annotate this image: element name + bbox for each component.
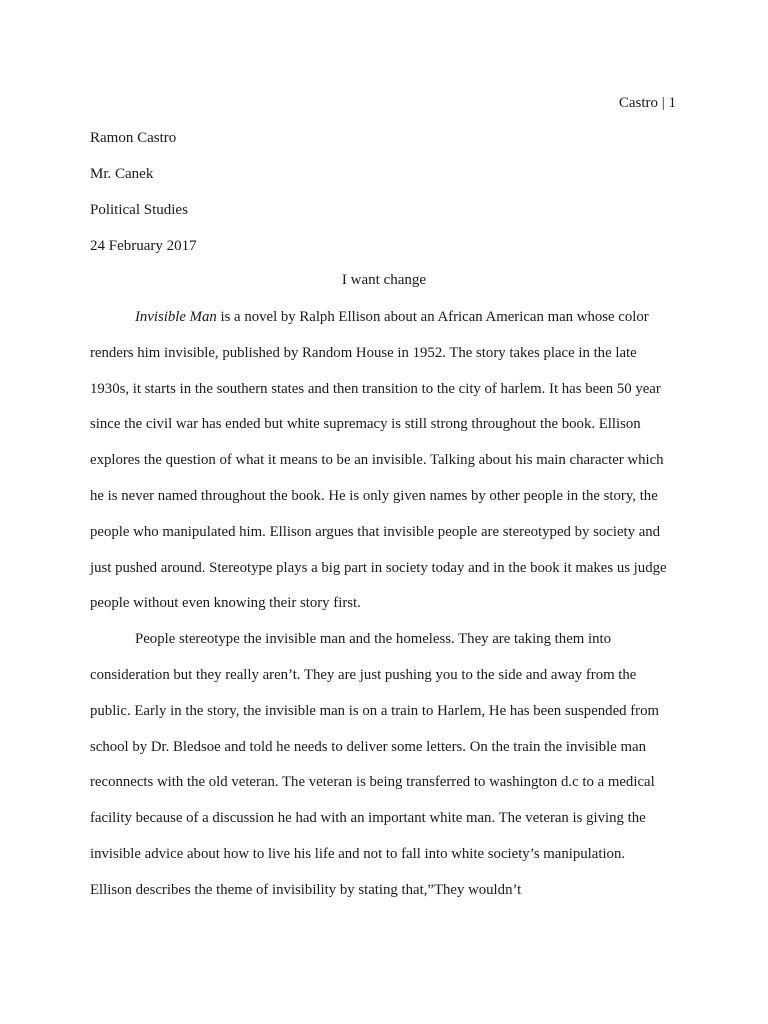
- paragraph-1-line: since the civil war has ended but white supremacy is still strong throughout the book. Ellison: [90, 416, 641, 433]
- paragraph-2-line: Ellison describes the theme of invisibility by stating that,”They wouldn’t: [90, 881, 522, 898]
- essay-title: I want change: [341, 272, 427, 288]
- paragraph-2-line: People stereotype the invisible man and the homeless. They are taking them into: [135, 631, 611, 648]
- essay-body: [90, 305, 680, 914]
- instructor-name: Mr. Canek: [90, 166, 154, 182]
- paragraph-1-line: people without even knowing their story first.: [90, 595, 361, 612]
- paragraph-2-line: consideration but they really aren’t. They are just pushing you to the side and away from the: [90, 666, 637, 683]
- paragraph-1-line-text: is a novel by Ralph Ellison about an African American man whose color: [216, 309, 649, 325]
- paragraph-1-line: he is never named throughout the book. He is only given names by other people in the story, the: [90, 487, 658, 504]
- paragraph-1-line: explores the question of what it means to be an invisible. Talking about his main character which: [90, 452, 664, 469]
- paragraph-2-line: public. Early in the story, the invisible man is on a train to Harlem, He has been suspended from: [90, 702, 659, 719]
- course-name: Political Studies: [90, 202, 188, 218]
- paragraph-1-line: 1930s, it starts in the southern states and then transition to the city of harlem. It has been 50 year: [90, 380, 661, 397]
- author-name: Ramon Castro: [90, 130, 177, 146]
- paragraph-1-line: people who manipulated him. Ellison argues that invisible people are stereotyped by society and: [90, 523, 661, 540]
- page-header: Castro | 1: [618, 95, 676, 111]
- paragraph-1-line: just pushed around. Stereotype plays a big part in society today and in the book it makes us judge: [90, 559, 667, 576]
- paragraph-2-line: reconnects with the old veteran. The veteran is being transferred to washington d.c to a medical: [90, 774, 655, 791]
- paragraph-1-line: [90, 305, 680, 341]
- book-title: Invisible Man: [135, 309, 217, 325]
- paragraph-1-line: renders him invisible, published by Random House in 1952. The story takes place in the late: [90, 344, 637, 361]
- essay-date: 24 February 2017: [90, 238, 197, 254]
- paragraph-2-line: school by Dr. Bledsoe and told he needs to deliver some letters. On the train the invisible man: [90, 738, 646, 755]
- paragraph-2-line: facility because of a discussion he had with an important white man. The veteran is giving the: [90, 810, 646, 827]
- paragraph-2-line: invisible advice about how to live his life and not to fall into white society’s manipulation.: [90, 845, 626, 862]
